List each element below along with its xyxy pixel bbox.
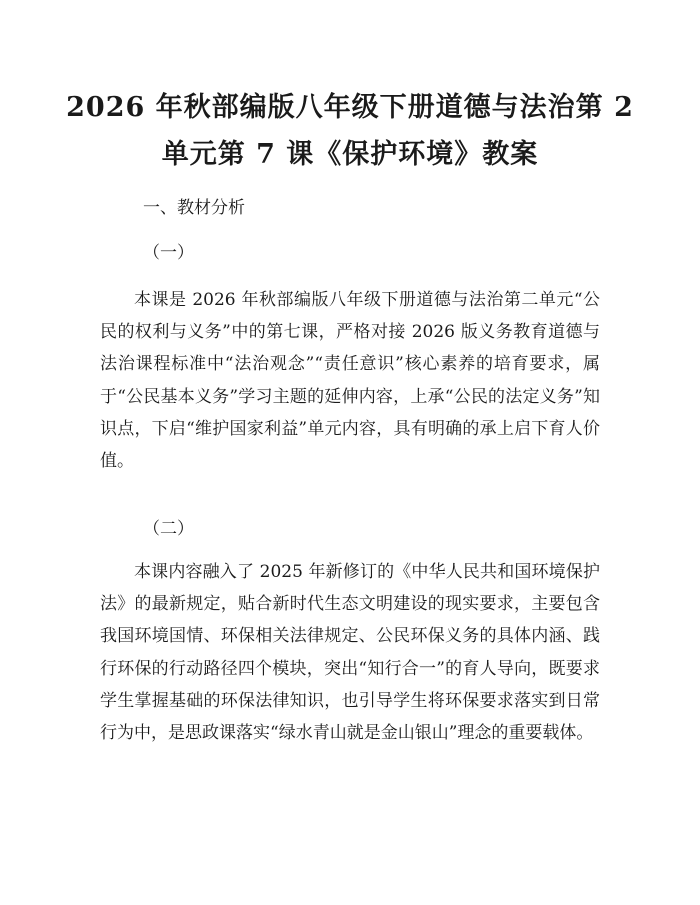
section-heading-textbook-analysis: 一、教材分析 [143,198,245,218]
document-title-line-1: 2026 年秋部编版八年级下册道德与法治第 2 [66,92,634,123]
subsection-heading-1: （一） [143,243,194,263]
paragraph-1: 本课是 2026 年秋部编版八年级下册道德与法治第二单元“公民的权利与义务”中的第七课，严格对接 2026 版义务教育道德与法治课程标准中“法治观念”“责任意识”核心素养的培育要求，属于“公民基本义务”学习主题的延伸内容，上承“公民的法定义务”知识点，下启“维护国家利益”单元内容，具有明确的承上启下育人价值。 [100,290,600,472]
paragraph-2: 本课内容融入了 2025 年新修订的《中华人民共和国环境保护法》的最新规定，贴合新时代生态文明建设的现实要求，主要包含我国环境国情、环保相关法律规定、公民环保义务的具体内涵、践行环保的行动路径四个模块，突出“知行合一”的育人导向，既要求学生掌握基础的环保法律知识，也引导学生将环保要求落实到日常行为中，是思政课落实“绿水青山就是金山银山”理念的重要载体。 [100,562,600,744]
subsection-heading-2: （二） [143,519,194,539]
document-title-line-2: 单元第 7 课《保护环境》教案 [161,139,539,170]
